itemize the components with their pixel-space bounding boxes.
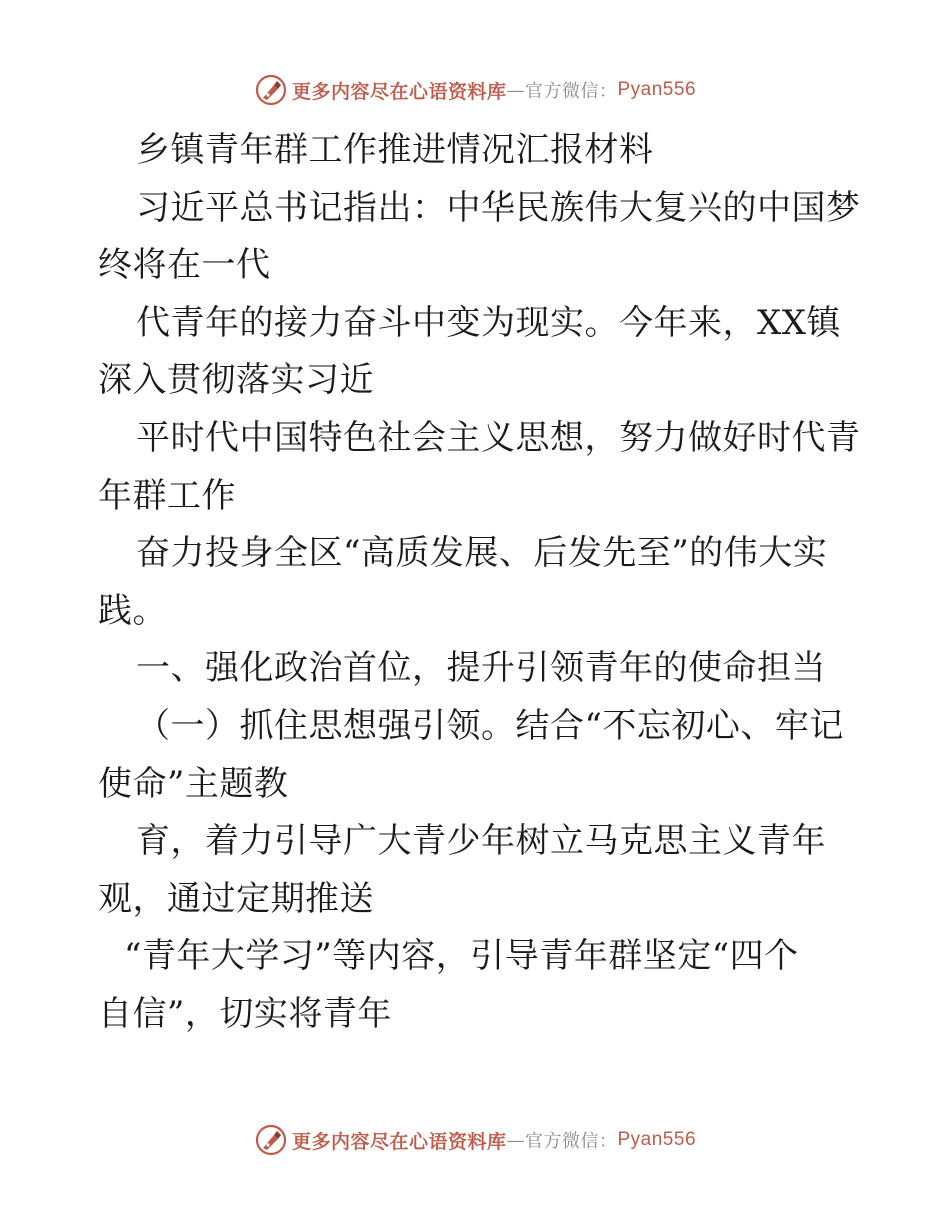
watermark-separator: — bbox=[506, 1129, 525, 1151]
section-heading: 一、强化政治首位，提升引领青年的使命担当 bbox=[136, 648, 826, 689]
paragraph-line: 育，着力引导广大青少年树立马克思主义青年 bbox=[136, 821, 826, 862]
paragraph-line: 奋力投身全区“高质发展、后发先至”的伟大实 bbox=[136, 533, 828, 574]
watermark-official-label: 官方微信： bbox=[525, 81, 618, 102]
watermark-wechat-id: Pyan556 bbox=[617, 1129, 697, 1150]
paragraph-line: 深入贯彻落实习近 bbox=[98, 360, 374, 401]
watermark-brand-text: 更多内容尽在心语资料库 bbox=[291, 1130, 507, 1153]
header-watermark bbox=[0, 70, 950, 110]
paragraph-line: 终将在一代 bbox=[98, 245, 271, 286]
watermark-official-label: 官方微信： bbox=[525, 1131, 618, 1152]
watermark-separator: — bbox=[506, 79, 525, 101]
paragraph-line: 平时代中国特色社会主义思想，努力做好时代青 bbox=[136, 417, 861, 458]
paragraph-line: “青年大学习”等内容，引导青年群坚定“四个 bbox=[124, 936, 799, 977]
watermark-wechat-id: Pyan556 bbox=[617, 79, 697, 100]
paragraph-line: 使命”主题教 bbox=[98, 763, 289, 804]
document-body bbox=[98, 122, 861, 1044]
paragraph-line: 自信”，切实将青年 bbox=[98, 993, 392, 1034]
paragraph-line: 习近平总书记指出：中华民族伟大复兴的中国梦 bbox=[136, 187, 861, 228]
pen-nib-logo-icon bbox=[254, 1123, 288, 1157]
paragraph-line: 代青年的接力奋斗中变为现实。今年来，XX镇 bbox=[136, 302, 841, 343]
pen-nib-logo-icon bbox=[254, 73, 288, 107]
footer-watermark bbox=[0, 1120, 950, 1160]
document-title: 乡镇青年群工作推进情况汇报材料 bbox=[136, 130, 654, 170]
paragraph-line: 观，通过定期推送 bbox=[98, 878, 374, 919]
paragraph-line: 年群工作 bbox=[98, 475, 236, 516]
paragraph-line: 践。 bbox=[98, 590, 167, 631]
watermark-brand-text: 更多内容尽在心语资料库 bbox=[291, 80, 507, 103]
subsection-heading-line: （一）抓住思想强引领。结合“不忘初心、牢记 bbox=[136, 705, 844, 746]
